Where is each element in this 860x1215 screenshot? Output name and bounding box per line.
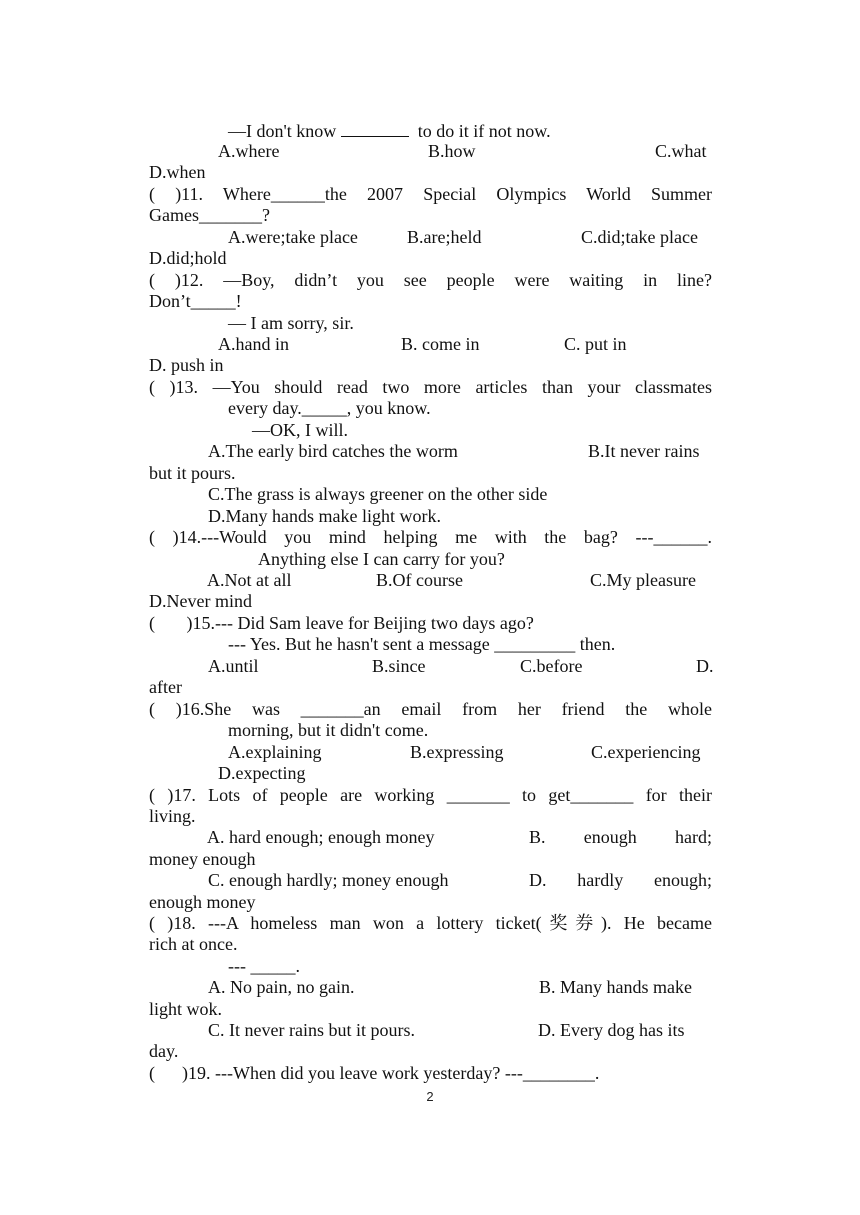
q10-dialog-text-end: to do it if not now. <box>417 121 551 141</box>
q17-option-b-cont: money enough <box>149 849 256 869</box>
q13-option-b-cont: but it pours. <box>149 463 236 483</box>
q10-option-d: D.when <box>149 162 206 182</box>
q16-option-c: C.experiencing <box>591 742 701 762</box>
q18-stem: ( )18. ---A homeless man won a lottery ticket(奖券). He became <box>149 913 712 933</box>
q15-option-d-cont: after <box>149 677 182 697</box>
q13-option-b: B.It never rains <box>588 441 700 461</box>
q15-reply: --- Yes. But he hasn't sent a message _________ then. <box>228 634 616 654</box>
q13-reply: —OK, I will. <box>252 420 348 440</box>
q15-option-c: C.before <box>520 656 583 676</box>
q18-stem-cont: rich at once. <box>149 934 238 954</box>
q14-option-a: A.Not at all <box>207 570 292 590</box>
q14-stem-cont: Anything else I can carry for you? <box>258 549 505 569</box>
q11-option-a: A.were;take place <box>228 227 358 247</box>
q11-stem: ( )11. Where______the 2007 Special Olympics World Summer <box>149 184 712 204</box>
q12-stem: ( )12. —Boy, didn’t you see people were waiting in line? <box>149 270 712 290</box>
q16-stem-cont: morning, but it didn't come. <box>228 720 429 740</box>
q12-option-d: D. push in <box>149 355 224 375</box>
q10-dialog-line <box>228 119 551 140</box>
q12-stem-cont: Don’t_____! <box>149 291 242 311</box>
q11-stem-cont: Games_______? <box>149 205 270 225</box>
q12-reply: — I am sorry, sir. <box>228 313 354 333</box>
q18-option-d-cont: day. <box>149 1041 179 1061</box>
q14-stem: ( )14.---Would you mind helping me with the bag? ---______. <box>149 527 712 547</box>
q15-option-d: D. <box>696 656 714 676</box>
q19-stem: ( )19. ---When did you leave work yesterday? ---________. <box>149 1063 600 1083</box>
q17-option-d: D. hardly enough; <box>529 870 712 890</box>
q18-option-c: C. It never rains but it pours. <box>208 1020 415 1040</box>
q11-option-c: C.did;take place <box>581 227 698 247</box>
q13-option-d: D.Many hands make light work. <box>208 506 441 526</box>
q15-option-a: A.until <box>208 656 259 676</box>
q11-option-b: B.are;held <box>407 227 482 247</box>
q13-stem: ( )13. —You should read two more articles than your classmates <box>149 377 712 397</box>
q18-option-d: D. Every dog has its <box>538 1020 685 1040</box>
q15-stem: ( )15.--- Did Sam leave for Beijing two days ago? <box>149 613 534 633</box>
q13-option-a: A.The early bird catches the worm <box>208 441 458 461</box>
q18-option-a: A. No pain, no gain. <box>208 977 355 997</box>
q15-option-b: B.since <box>372 656 426 676</box>
q17-stem-cont: living. <box>149 806 196 826</box>
q17-option-c: C. enough hardly; money enough <box>208 870 449 890</box>
q12-option-b: B. come in <box>401 334 480 354</box>
q10-option-c: C.what <box>655 141 707 161</box>
q16-option-d: D.expecting <box>218 763 306 783</box>
blank-underline <box>341 119 409 137</box>
q14-option-c: C.My pleasure <box>590 570 696 590</box>
q16-option-b: B.expressing <box>410 742 504 762</box>
q12-option-a: A.hand in <box>218 334 289 354</box>
q13-stem-cont: every day._____, you know. <box>228 398 431 418</box>
q17-stem: ( )17. Lots of people are working _______ to get_______ for their <box>149 785 712 805</box>
q17-option-a: A. hard enough; enough money <box>207 827 435 847</box>
q10-option-b: B.how <box>428 141 476 161</box>
q10-option-a: A.where <box>218 141 280 161</box>
q14-option-d: D.Never mind <box>149 591 252 611</box>
q18-option-b: B. Many hands make <box>539 977 692 997</box>
q10-dialog-text: —I don't know <box>228 121 337 141</box>
q12-option-c: C. put in <box>564 334 627 354</box>
q11-option-d: D.did;hold <box>149 248 227 268</box>
q13-option-c: C.The grass is always greener on the other side <box>208 484 548 504</box>
q18-option-b-cont: light wok. <box>149 999 223 1019</box>
q18-reply: --- _____. <box>228 956 300 976</box>
q16-stem: ( )16.She was _______an email from her friend the whole <box>149 699 712 719</box>
q16-option-a: A.explaining <box>228 742 322 762</box>
q14-option-b: B.Of course <box>376 570 463 590</box>
page-number: 2 <box>426 1089 434 1104</box>
q17-option-b: B. enough hard; <box>529 827 712 847</box>
q17-option-d-cont: enough money <box>149 892 256 912</box>
